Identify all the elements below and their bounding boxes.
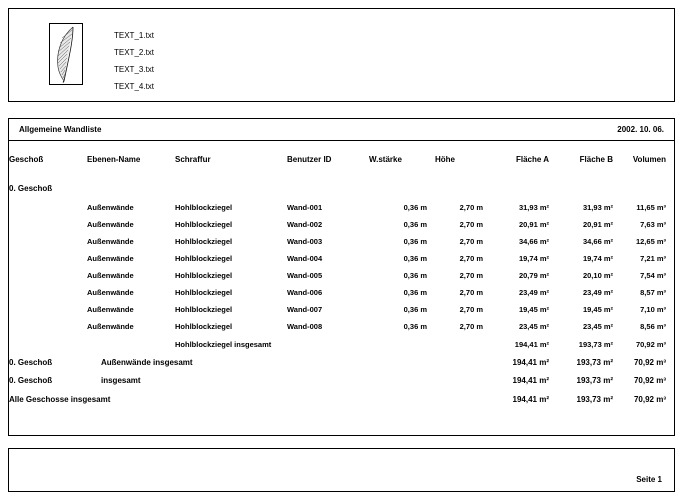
cell-volumen: 11,65 m³ <box>636 203 666 212</box>
cell-geschoss <box>9 318 87 335</box>
summary-storey-flaeche-b: 193,73 m² <box>576 375 613 385</box>
cell-flaeche-a: 34,66 m² <box>518 237 549 246</box>
cell-volumen: 8,57 m³ <box>640 288 666 297</box>
cell-hoehe: 2,70 m <box>459 220 483 229</box>
summary-storey-left: 0. Geschoß <box>9 375 53 385</box>
cell-hoehe: 2,70 m <box>459 322 483 331</box>
cell-hoehe: 2,70 m <box>459 288 483 297</box>
text-item-4: TEXT_4.txt <box>114 82 155 91</box>
summary-hatch-flaeche-a: 194,41 m² <box>514 339 549 349</box>
logo-frame <box>49 23 83 85</box>
report-title-row <box>9 119 674 141</box>
summary-row-layer <box>9 353 674 371</box>
cell-flaeche-b: 19,74 m² <box>582 254 613 263</box>
cell-hoehe: 2,70 m <box>459 237 483 246</box>
summary-storey-flaeche-a: 194,41 m² <box>512 375 549 385</box>
cell-hoehe: 2,70 m <box>459 305 483 314</box>
cell-flaeche-a: 19,45 m² <box>518 305 549 314</box>
cell-flaeche-b: 31,93 m² <box>582 203 613 212</box>
cell-geschoss <box>9 199 87 216</box>
table-row <box>9 318 674 335</box>
cell-flaeche-a: 19,74 m² <box>518 254 549 263</box>
cell-schraffur: Hohlblockziegel <box>175 288 233 297</box>
cell-schraffur: Hohlblockziegel <box>175 322 233 331</box>
grand-total-volumen: 70,92 m³ <box>633 394 666 404</box>
cell-geschoss <box>9 301 87 318</box>
grand-total-flaeche-b: 193,73 m² <box>576 394 613 404</box>
cell-geschoss <box>9 284 87 301</box>
cell-ebenen-name: Außenwände <box>87 305 134 314</box>
document-text-list <box>114 27 154 95</box>
cell-benutzer-id: Wand-001 <box>287 203 323 212</box>
summary-layer-flaeche-a: 194,41 m² <box>512 357 549 367</box>
summary-layer-volumen: 70,92 m³ <box>633 357 666 367</box>
cell-flaeche-b: 34,66 m² <box>582 237 613 246</box>
cell-schraffur: Hohlblockziegel <box>175 220 233 229</box>
cell-volumen: 7,21 m³ <box>640 254 666 263</box>
summary-row-storey <box>9 371 674 389</box>
storey-group-label: 0. Geschoß <box>9 183 53 193</box>
grand-total-row <box>9 389 674 409</box>
grand-total-label: Alle Geschosse insgesamt <box>9 394 111 404</box>
footer-block <box>8 448 675 492</box>
cell-ebenen-name: Außenwände <box>87 322 134 331</box>
cell-schraffur: Hohlblockziegel <box>175 237 233 246</box>
cell-hoehe: 2,70 m <box>459 254 483 263</box>
cell-volumen: 12,65 m³ <box>635 237 666 246</box>
cell-flaeche-a: 23,49 m² <box>518 288 549 297</box>
summary-hatch-left <box>9 335 87 353</box>
col-header-flaeche-a: Fläche A <box>515 154 549 164</box>
col-header-ebenen-name: Ebenen-Name <box>87 154 141 164</box>
summary-layer-label: Außenwände insgesamt <box>101 357 193 367</box>
cell-wstaerke: 0,36 m <box>403 203 427 212</box>
cell-hoehe: 2,70 m <box>459 271 483 280</box>
cell-ebenen-name: Außenwände <box>87 254 134 263</box>
cell-wstaerke: 0,36 m <box>403 254 427 263</box>
text-item-3: TEXT_3.txt <box>114 65 155 74</box>
storey-group-pad-1 <box>87 177 175 199</box>
summary-hatch-label: Hohlblockziegel insgesamt <box>175 339 272 349</box>
summary-storey-label: insgesamt <box>101 375 141 385</box>
cell-hoehe: 2,70 m <box>459 203 483 212</box>
storey-group-pad-3 <box>287 177 369 199</box>
cell-flaeche-b: 20,10 m² <box>582 271 613 280</box>
cell-ebenen-name: Außenwände <box>87 271 134 280</box>
cell-geschoss <box>9 216 87 233</box>
feather-logo-icon <box>51 25 81 83</box>
col-header-benutzer-id: Benutzer ID <box>287 154 332 164</box>
cell-benutzer-id: Wand-008 <box>287 322 323 331</box>
cell-geschoss <box>9 233 87 250</box>
cell-benutzer-id: Wand-007 <box>287 305 323 314</box>
cell-geschoss <box>9 267 87 284</box>
cell-schraffur: Hohlblockziegel <box>175 254 233 263</box>
report-title: Allgemeine Wandliste <box>19 125 102 134</box>
cell-wstaerke: 0,36 m <box>403 237 427 246</box>
cell-flaeche-b: 23,49 m² <box>582 288 613 297</box>
cell-schraffur: Hohlblockziegel <box>175 305 233 314</box>
table-row <box>9 216 674 233</box>
storey-group-pad-6 <box>491 177 557 199</box>
page-number: Seite 1 <box>636 475 662 484</box>
cell-benutzer-id: Wand-002 <box>287 220 323 229</box>
cell-ebenen-name: Außenwände <box>87 288 134 297</box>
summary-hatch-flaeche-b: 193,73 m² <box>578 339 613 349</box>
table-row <box>9 199 674 216</box>
col-header-flaeche-b: Fläche B <box>579 154 613 164</box>
cell-benutzer-id: Wand-005 <box>287 271 323 280</box>
report-block <box>8 118 675 436</box>
text-item-2: TEXT_2.txt <box>114 48 155 57</box>
storey-group-pad-7 <box>557 177 621 199</box>
table-row <box>9 250 674 267</box>
cell-volumen: 7,10 m³ <box>640 305 666 314</box>
cell-wstaerke: 0,36 m <box>403 288 427 297</box>
col-header-schraffur: Schraffur <box>175 154 211 164</box>
storey-group-pad-5 <box>435 177 491 199</box>
cell-flaeche-b: 19,45 m² <box>582 305 613 314</box>
cell-wstaerke: 0,36 m <box>403 271 427 280</box>
cell-schraffur: Hohlblockziegel <box>175 203 233 212</box>
cell-ebenen-name: Außenwände <box>87 220 134 229</box>
summary-layer-left: 0. Geschoß <box>9 357 53 367</box>
cell-flaeche-a: 20,79 m² <box>518 271 549 280</box>
summary-layer-flaeche-b: 193,73 m² <box>576 357 613 367</box>
cell-volumen: 7,63 m³ <box>640 220 666 229</box>
wall-list-table <box>9 141 674 409</box>
col-header-wstaerke: W.stärke <box>369 154 402 164</box>
table-row <box>9 233 674 250</box>
cell-flaeche-b: 20,91 m² <box>582 220 613 229</box>
cell-wstaerke: 0,36 m <box>403 322 427 331</box>
report-date: 2002. 10. 06. <box>617 125 664 134</box>
cell-flaeche-b: 23,45 m² <box>582 322 613 331</box>
table-row <box>9 301 674 318</box>
cell-wstaerke: 0,36 m <box>403 220 427 229</box>
cell-benutzer-id: Wand-004 <box>287 254 323 263</box>
cell-benutzer-id: Wand-003 <box>287 237 323 246</box>
summary-hatch-volumen: 70,92 m³ <box>635 339 666 349</box>
cell-geschoss <box>9 250 87 267</box>
table-header-row <box>9 141 674 177</box>
storey-group-pad-2 <box>175 177 287 199</box>
summary-hatch-pad <box>87 335 175 353</box>
cell-volumen: 8,56 m³ <box>640 322 666 331</box>
storey-group-pad-4 <box>369 177 435 199</box>
cell-volumen: 7,54 m³ <box>640 271 666 280</box>
storey-group-row <box>9 177 674 199</box>
table-row <box>9 284 674 301</box>
text-item-1: TEXT_1.txt <box>114 31 155 40</box>
cell-flaeche-a: 31,93 m² <box>518 203 549 212</box>
col-header-geschoss: Geschoß <box>9 154 44 164</box>
col-header-volumen: Volumen <box>632 154 666 164</box>
grand-total-flaeche-a: 194,41 m² <box>512 394 549 404</box>
col-header-hoehe: Höhe <box>435 154 455 164</box>
cell-wstaerke: 0,36 m <box>403 305 427 314</box>
header-block <box>8 8 675 102</box>
summary-row-hatch <box>9 335 674 353</box>
storey-group-pad-8 <box>621 177 674 199</box>
cell-ebenen-name: Außenwände <box>87 237 134 246</box>
cell-benutzer-id: Wand-006 <box>287 288 323 297</box>
cell-flaeche-a: 23,45 m² <box>518 322 549 331</box>
cell-ebenen-name: Außenwände <box>87 203 134 212</box>
table-row <box>9 267 674 284</box>
cell-schraffur: Hohlblockziegel <box>175 271 233 280</box>
cell-flaeche-a: 20,91 m² <box>518 220 549 229</box>
summary-storey-volumen: 70,92 m³ <box>633 375 666 385</box>
